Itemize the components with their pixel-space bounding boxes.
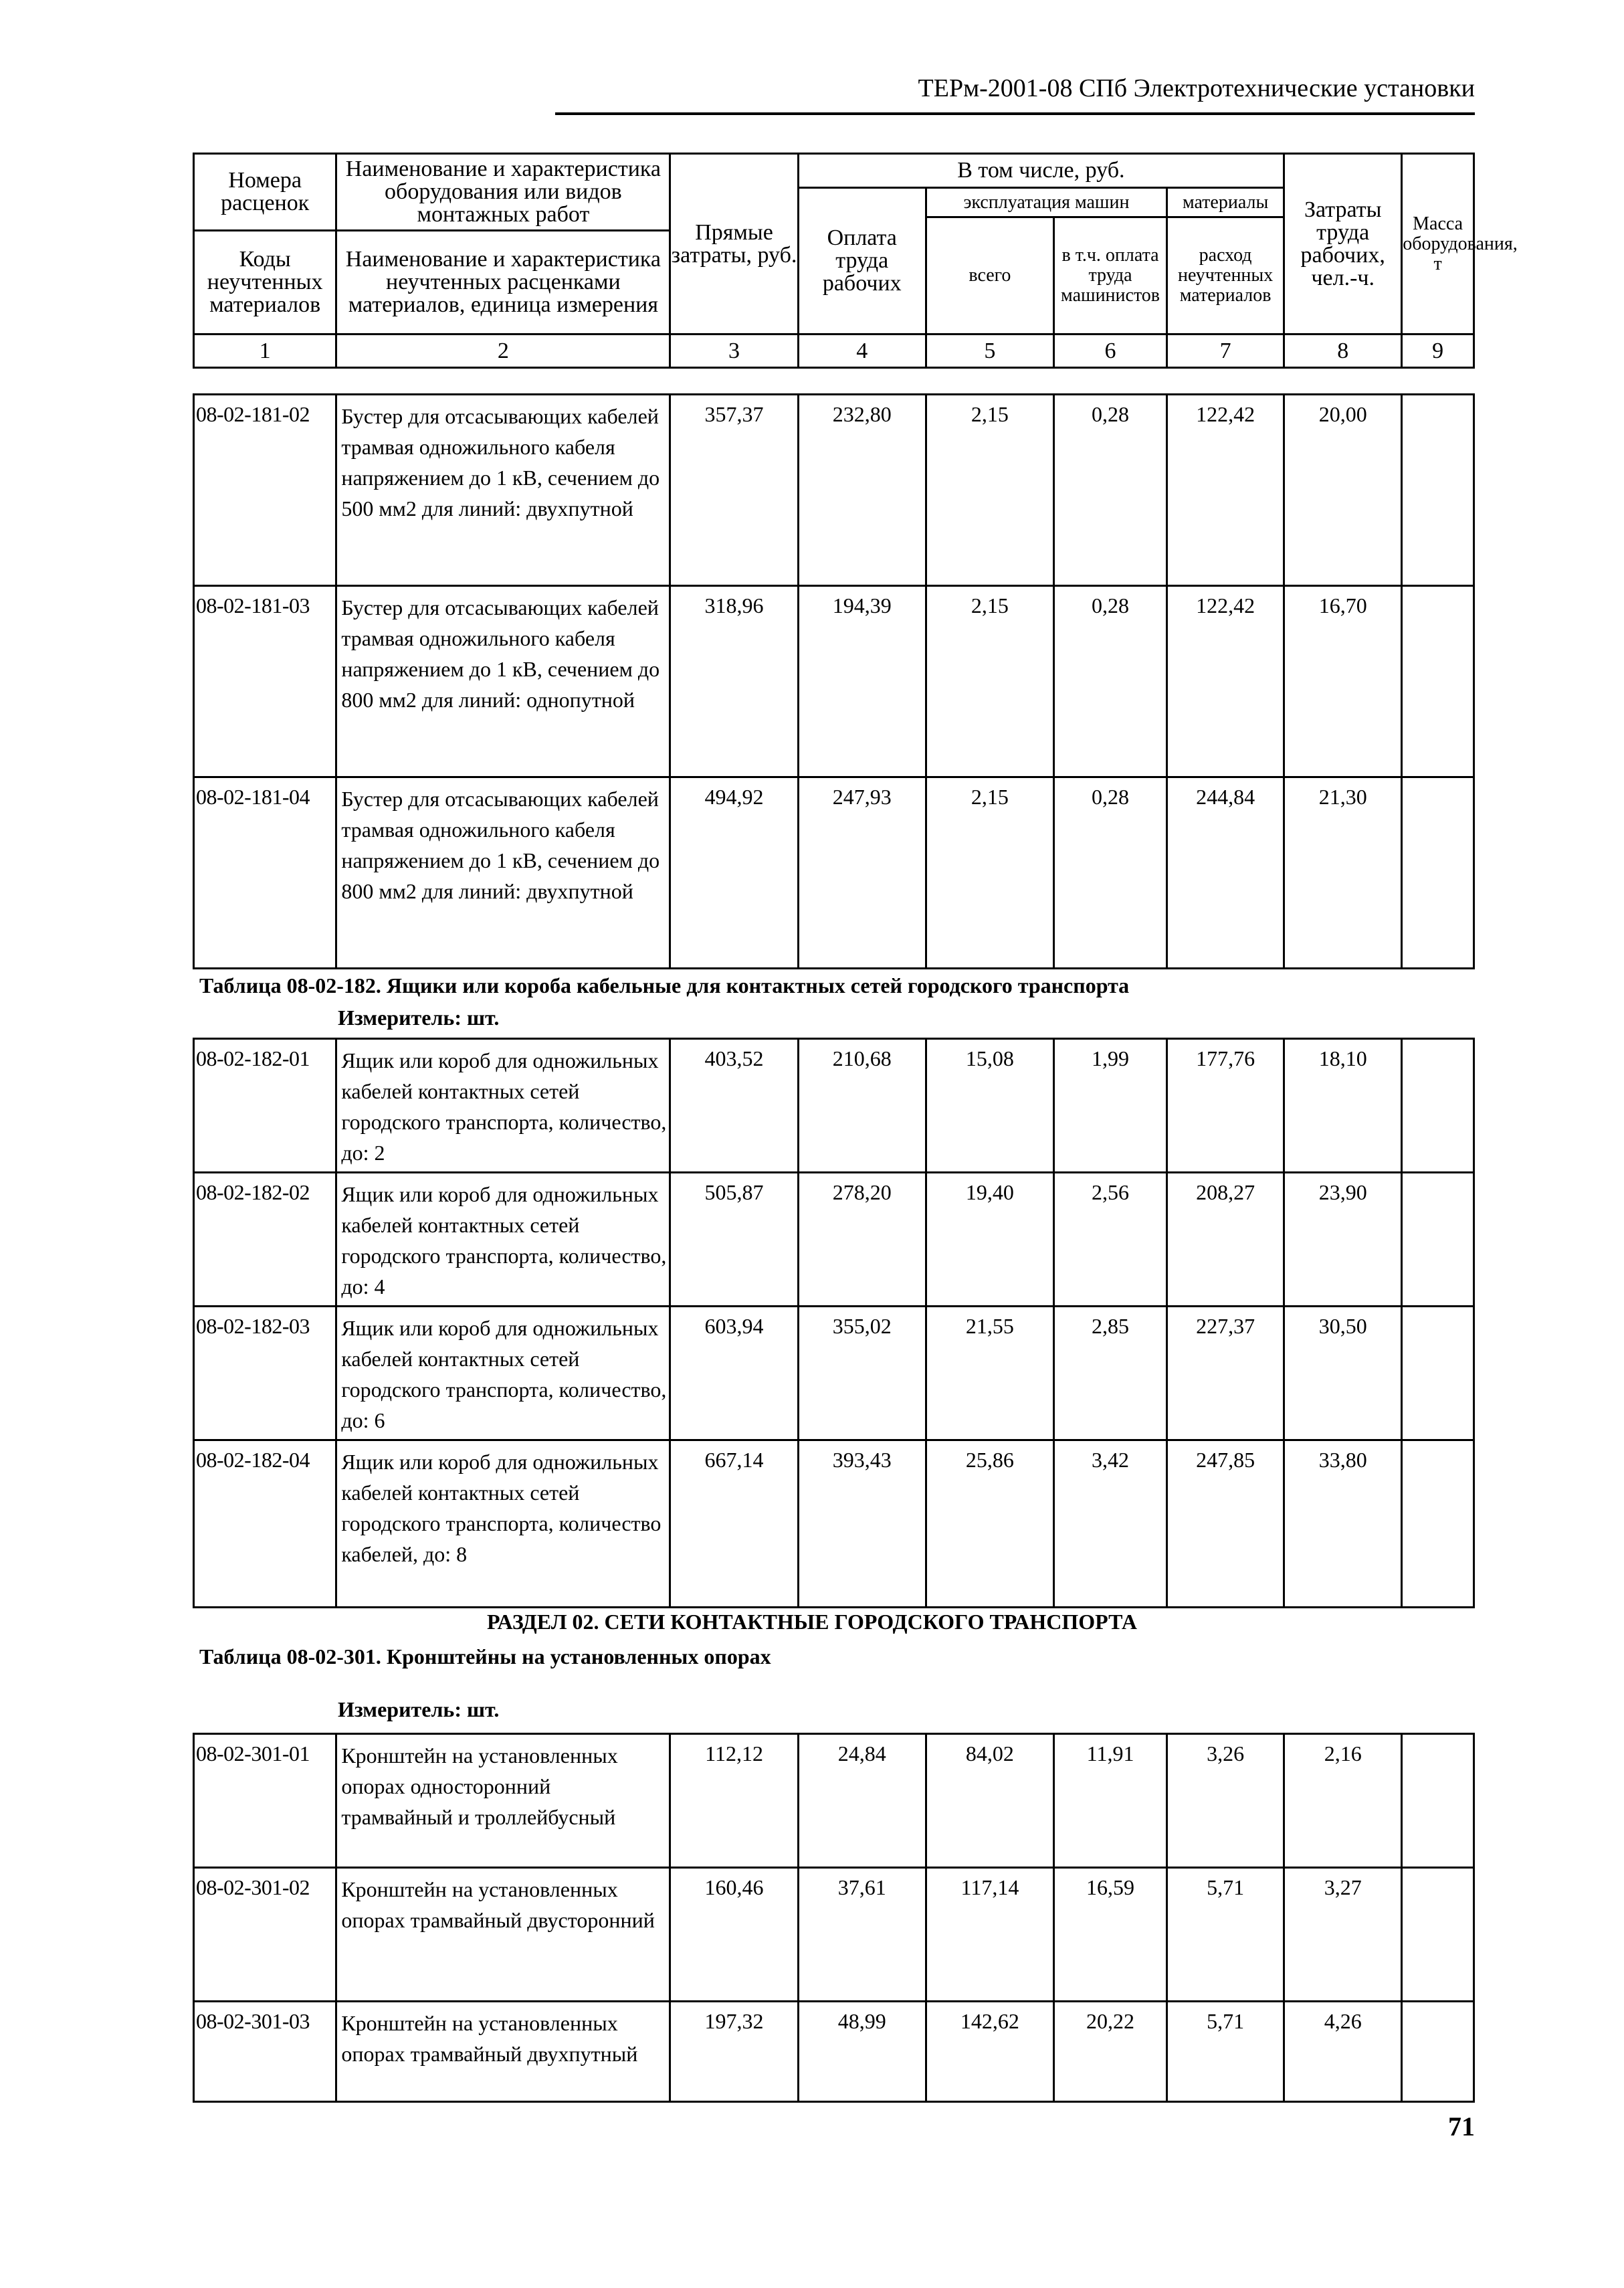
rate-code-cell: 08-02-301-03	[194, 2002, 336, 2102]
work-name-cell: Ящик или короб для одножильных кабелей контактных сетей городского транспорта, количество, до: 6	[336, 1307, 670, 1440]
material-costs-cell: 5,71	[1167, 2002, 1284, 2102]
material-costs-cell: 208,27	[1167, 1173, 1284, 1307]
table-row	[194, 1039, 1474, 1173]
machinist-pay-cell: 0,28	[1054, 586, 1167, 777]
header-mass: Масса оборудования, т	[1402, 154, 1474, 335]
work-name-cell: Ящик или короб для одножильных кабелей контактных сетей городского транспорта, количество, до: 4	[336, 1173, 670, 1307]
machinist-pay-cell: 20,22	[1054, 2002, 1167, 2102]
equipment-mass-cell	[1402, 1307, 1474, 1440]
column-number: 3	[670, 335, 798, 368]
labor-pay-cell: 278,20	[798, 1173, 926, 1307]
labor-hours-cell: 30,50	[1284, 1307, 1402, 1440]
table-182-unit: Измеритель: шт.	[338, 1006, 500, 1030]
labor-hours-cell: 2,16	[1284, 1734, 1402, 1868]
direct-costs-cell: 357,37	[670, 395, 798, 586]
work-name-cell: Бустер для отсасывающих кабелей трамвая одножильного кабеля напряжением до 1 кВ, сечением до 800 мм2 для линий: однопутной	[336, 586, 670, 777]
machine-costs-cell: 84,02	[926, 1734, 1053, 1868]
material-costs-cell: 122,42	[1167, 395, 1284, 586]
table-182-body	[194, 1039, 1474, 1608]
column-header-table	[193, 153, 1518, 369]
labor-pay-cell: 24,84	[798, 1734, 926, 1868]
header-work-name: Наименование и характеристика оборудования или видов монтажных работ	[336, 154, 670, 231]
machine-costs-cell: 25,86	[926, 1440, 1053, 1608]
table-301-unit: Измеритель: шт.	[338, 1697, 500, 1721]
machinist-pay-cell: 2,85	[1054, 1307, 1167, 1440]
machine-costs-cell: 2,15	[926, 586, 1053, 777]
table-row	[194, 1868, 1474, 2002]
equipment-mass-cell	[1402, 1868, 1474, 2002]
equipment-mass-cell	[1402, 1039, 1474, 1173]
labor-hours-cell: 20,00	[1284, 395, 1402, 586]
column-number: 4	[798, 335, 926, 368]
material-costs-cell: 227,37	[1167, 1307, 1284, 1440]
header-labor-pay: Оплата труда рабочих	[798, 188, 926, 335]
material-costs-cell: 247,85	[1167, 1440, 1284, 1608]
material-costs-cell: 177,76	[1167, 1039, 1284, 1173]
machine-costs-cell: 2,15	[926, 777, 1053, 969]
header-materials: материалы	[1167, 188, 1284, 217]
labor-pay-cell: 355,02	[798, 1307, 926, 1440]
rate-code-cell: 08-02-181-02	[194, 395, 336, 586]
rate-code-cell: 08-02-181-04	[194, 777, 336, 969]
machine-costs-cell: 2,15	[926, 395, 1053, 586]
labor-hours-cell: 21,30	[1284, 777, 1402, 969]
table-181-body	[194, 395, 1474, 969]
header-incl-machinist: в т.ч. оплата труда машинистов	[1054, 217, 1167, 335]
table-row	[194, 2002, 1474, 2102]
machine-costs-cell: 117,14	[926, 1868, 1053, 2002]
labor-hours-cell: 23,90	[1284, 1173, 1402, 1307]
machine-costs-cell: 21,55	[926, 1307, 1053, 1440]
column-number: 1	[194, 335, 336, 368]
equipment-mass-cell	[1402, 1440, 1474, 1608]
labor-pay-cell: 247,93	[798, 777, 926, 969]
page-number: 71	[1448, 2111, 1475, 2141]
direct-costs-cell: 197,32	[670, 2002, 798, 2102]
labor-pay-cell: 210,68	[798, 1039, 926, 1173]
labor-pay-cell: 37,61	[798, 1868, 926, 2002]
labor-pay-cell: 393,43	[798, 1440, 926, 1608]
machine-costs-cell: 15,08	[926, 1039, 1053, 1173]
work-name-cell: Кронштейн на установленных опорах односторонний трамвайный и троллейбусный	[336, 1734, 670, 1868]
column-number: 2	[336, 335, 670, 368]
table-181	[193, 393, 1475, 969]
table-row	[194, 1734, 1474, 1868]
material-costs-cell: 122,42	[1167, 586, 1284, 777]
header-direct-costs: Прямые затраты, руб.	[670, 154, 798, 335]
equipment-mass-cell	[1402, 395, 1474, 586]
rate-code-cell: 08-02-301-02	[194, 1868, 336, 2002]
table-301	[193, 1733, 1475, 2103]
section-title: РАЗДЕЛ 02. СЕТИ КОНТАКТНЫЕ ГОРОДСКОГО ТРАНСПОРТА	[487, 1610, 1137, 1634]
labor-hours-cell: 18,10	[1284, 1039, 1402, 1173]
header-material-name: Наименование и характеристика неучтенных расценками материалов, единица измерения	[336, 231, 670, 335]
column-number: 5	[926, 335, 1053, 368]
table-301-caption: Таблица 08-02-301. Кронштейны на установленных опорах	[199, 1644, 771, 1669]
table-row	[194, 1307, 1474, 1440]
work-name-cell: Кронштейн на установленных опорах трамвайный двусторонний	[336, 1868, 670, 2002]
table-row	[194, 777, 1474, 969]
header-material-codes: Коды неучтенных материалов	[194, 231, 336, 335]
labor-hours-cell: 16,70	[1284, 586, 1402, 777]
equipment-mass-cell	[1402, 777, 1474, 969]
labor-hours-cell: 3,27	[1284, 1868, 1402, 2002]
machinist-pay-cell: 2,56	[1054, 1173, 1167, 1307]
labor-pay-cell: 232,80	[798, 395, 926, 586]
material-costs-cell: 244,84	[1167, 777, 1284, 969]
labor-pay-cell: 194,39	[798, 586, 926, 777]
direct-costs-cell: 667,14	[670, 1440, 798, 1608]
work-name-cell: Бустер для отсасывающих кабелей трамвая одножильного кабеля напряжением до 1 кВ, сечением до 500 мм2 для линий: двухпутной	[336, 395, 670, 586]
rate-code-cell: 08-02-181-03	[194, 586, 336, 777]
material-costs-cell: 5,71	[1167, 1868, 1284, 2002]
work-name-cell: Бустер для отсасывающих кабелей трамвая одножильного кабеля напряжением до 1 кВ, сечением до 800 мм2 для линий: двухпутной	[336, 777, 670, 969]
work-name-cell: Ящик или короб для одножильных кабелей контактных сетей городского транспорта, количество кабелей, до: 8	[336, 1440, 670, 1608]
machinist-pay-cell: 1,99	[1054, 1039, 1167, 1173]
equipment-mass-cell	[1402, 1173, 1474, 1307]
table-row	[194, 586, 1474, 777]
machinist-pay-cell: 16,59	[1054, 1868, 1167, 2002]
rate-code-cell: 08-02-182-03	[194, 1307, 336, 1440]
header-rate-numbers: Номера расценок	[194, 154, 336, 231]
direct-costs-cell: 160,46	[670, 1868, 798, 2002]
header-labor-costs: Затраты труда рабочих, чел.-ч.	[1284, 154, 1402, 335]
rate-code-cell: 08-02-301-01	[194, 1734, 336, 1868]
table-row	[194, 395, 1474, 586]
machinist-pay-cell: 3,42	[1054, 1440, 1167, 1608]
table-182	[193, 1038, 1475, 1608]
table-301-body	[194, 1734, 1474, 2102]
material-costs-cell: 3,26	[1167, 1734, 1284, 1868]
equipment-mass-cell	[1402, 1734, 1474, 1868]
table-182-caption: Таблица 08-02-182. Ящики или короба кабельные для контактных сетей городского транспорта	[199, 973, 1130, 997]
machinist-pay-cell: 0,28	[1054, 395, 1167, 586]
header-including: В том числе, руб.	[798, 154, 1284, 188]
labor-pay-cell: 48,99	[798, 2002, 926, 2102]
rate-code-cell: 08-02-182-02	[194, 1173, 336, 1307]
labor-hours-cell: 33,80	[1284, 1440, 1402, 1608]
column-number: 8	[1284, 335, 1402, 368]
column-number: 6	[1054, 335, 1167, 368]
table-row	[194, 1173, 1474, 1307]
labor-hours-cell: 4,26	[1284, 2002, 1402, 2102]
title-rule	[555, 112, 1475, 115]
machine-costs-cell: 142,62	[926, 2002, 1053, 2102]
direct-costs-cell: 494,92	[670, 777, 798, 969]
header-machines: эксплуатация машин	[926, 188, 1166, 217]
machine-costs-cell: 19,40	[926, 1173, 1053, 1307]
direct-costs-cell: 112,12	[670, 1734, 798, 1868]
direct-costs-cell: 505,87	[670, 1173, 798, 1307]
header-unaccounted: расход неучтенных материалов	[1167, 217, 1284, 335]
document-title: ТЕРм-2001-08 СПб Электротехнические установки	[918, 74, 1475, 102]
table-row	[194, 1440, 1474, 1608]
work-name-cell: Ящик или короб для одножильных кабелей контактных сетей городского транспорта, количество, до: 2	[336, 1039, 670, 1173]
column-number: 9	[1402, 335, 1474, 368]
work-name-cell: Кронштейн на установленных опорах трамвайный двухпутный	[336, 2002, 670, 2102]
machinist-pay-cell: 0,28	[1054, 777, 1167, 969]
direct-costs-cell: 603,94	[670, 1307, 798, 1440]
direct-costs-cell: 318,96	[670, 586, 798, 777]
direct-costs-cell: 403,52	[670, 1039, 798, 1173]
header-total: всего	[926, 217, 1053, 335]
equipment-mass-cell	[1402, 586, 1474, 777]
rate-code-cell: 08-02-182-01	[194, 1039, 336, 1173]
rate-code-cell: 08-02-182-04	[194, 1440, 336, 1608]
equipment-mass-cell	[1402, 2002, 1474, 2102]
column-number: 7	[1167, 335, 1284, 368]
machinist-pay-cell: 11,91	[1054, 1734, 1167, 1868]
